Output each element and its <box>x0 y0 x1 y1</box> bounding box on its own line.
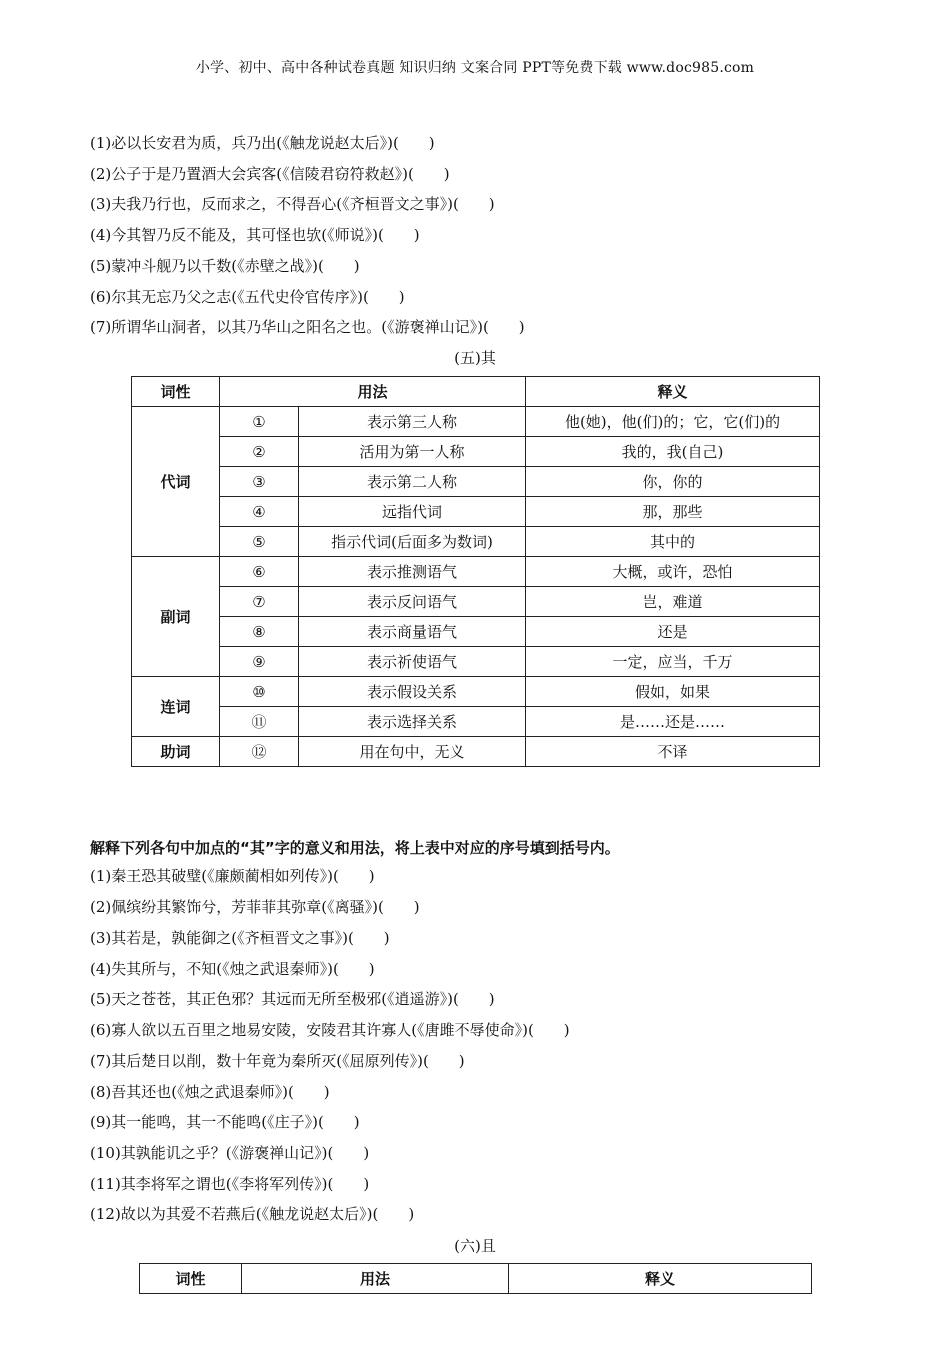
row-usage: 指示代词(后面多为数词) <box>299 527 526 557</box>
table-row <box>132 737 820 767</box>
header-usage: 用法 <box>220 377 526 407</box>
table-row <box>132 467 820 497</box>
table-row <box>132 527 820 557</box>
qi-sentence-7: (7)其后楚日以削，数十年竟为秦所灭(《屈原列传》)( ) <box>90 1052 465 1070</box>
row-usage: 表示商量语气 <box>299 617 526 647</box>
section-title-qie: (六)且 <box>454 1237 496 1255</box>
qi-usage-table <box>131 376 820 767</box>
row-usage: 表示选择关系 <box>299 707 526 737</box>
row-number: ⑤ <box>220 527 299 557</box>
nai-sentence-7: (7)所谓华山洞者，以其乃华山之阳名之也。(《游褒禅山记》)( ) <box>90 318 525 336</box>
row-number: ④ <box>220 497 299 527</box>
table-row <box>132 497 820 527</box>
row-number: ⑥ <box>220 557 299 587</box>
exercise-instruction: 解释下列各句中加点的“其”字的意义和用法，将上表中对应的序号填到括号内。 <box>90 839 620 857</box>
row-number: ⑧ <box>220 617 299 647</box>
pos-conjunction: 连词 <box>132 677 220 737</box>
qie-usage-table <box>139 1263 812 1294</box>
row-usage: 表示反问语气 <box>299 587 526 617</box>
row-number: ③ <box>220 467 299 497</box>
pos-adverb: 副词 <box>132 557 220 677</box>
header-pos: 词性 <box>140 1264 242 1294</box>
row-number: ② <box>220 437 299 467</box>
header-meaning: 释义 <box>526 377 820 407</box>
qi-sentence-8: (8)吾其还也(《烛之武退秦师》)( ) <box>90 1083 330 1101</box>
qi-sentence-6: (6)寡人欲以五百里之地易安陵，安陵君其许寡人(《唐雎不辱使命》)( ) <box>90 1021 570 1039</box>
table-header-row <box>132 377 820 407</box>
qi-sentence-11: (11)其李将军之谓也(《李将军列传》)( ) <box>90 1175 370 1193</box>
row-meaning: 还是 <box>526 617 820 647</box>
nai-sentence-6: (6)尔其无忘乃父之志(《五代史伶官传序》)( ) <box>90 288 405 306</box>
qi-sentence-3: (3)其若是，孰能御之(《齐桓晋文之事》)( ) <box>90 929 390 947</box>
table-header-row <box>140 1264 812 1294</box>
qi-sentence-4: (4)失其所与，不知(《烛之武退秦师》)( ) <box>90 960 375 978</box>
table-row <box>132 437 820 467</box>
pos-pronoun: 代词 <box>132 407 220 557</box>
table-row <box>132 617 820 647</box>
row-meaning: 一定，应当，千万 <box>526 647 820 677</box>
row-usage: 活用为第一人称 <box>299 437 526 467</box>
row-usage: 表示第三人称 <box>299 407 526 437</box>
row-number: ⑫ <box>220 737 299 767</box>
nai-sentence-2: (2)公子于是乃置酒大会宾客(《信陵君窃符救赵》)( ) <box>90 165 450 183</box>
row-meaning: 那，那些 <box>526 497 820 527</box>
row-usage: 远指代词 <box>299 497 526 527</box>
qi-sentence-9: (9)其一能鸣，其一不能鸣(《庄子》)( ) <box>90 1113 360 1131</box>
table-row <box>132 407 820 437</box>
page-header: 小学、初中、高中各种试卷真题 知识归纳 文案合同 PPT等免费下载 www.doc985.com <box>195 60 755 76</box>
table-row <box>132 707 820 737</box>
table-row <box>132 647 820 677</box>
nai-sentence-5: (5)蒙冲斗舰乃以千数(《赤壁之战》)( ) <box>90 257 360 275</box>
row-usage: 表示第二人称 <box>299 467 526 497</box>
row-meaning: 不译 <box>526 737 820 767</box>
table-row <box>132 677 820 707</box>
row-number: ⑩ <box>220 677 299 707</box>
header-meaning: 释义 <box>509 1264 812 1294</box>
nai-sentence-1: (1)必以长安君为质，兵乃出(《触龙说赵太后》)( ) <box>90 134 435 152</box>
row-meaning: 大概，或许，恐怕 <box>526 557 820 587</box>
row-meaning: 其中的 <box>526 527 820 557</box>
qi-sentence-1: (1)秦王恐其破璧(《廉颇蔺相如列传》)( ) <box>90 867 375 885</box>
row-usage: 表示假设关系 <box>299 677 526 707</box>
header-pos: 词性 <box>132 377 220 407</box>
qi-sentence-12: (12)故以为其爱不若燕后(《触龙说赵太后》)( ) <box>90 1205 415 1223</box>
qi-sentence-5: (5)天之苍苍，其正色邪？其远而无所至极邪(《逍遥游》)( ) <box>90 990 495 1008</box>
row-meaning: 他(她)，他(们)的；它，它(们)的 <box>526 407 820 437</box>
nai-sentence-3: (3)夫我乃行也，反而求之，不得吾心(《齐桓晋文之事》)( ) <box>90 195 495 213</box>
header-usage: 用法 <box>242 1264 509 1294</box>
row-meaning: 岂，难道 <box>526 587 820 617</box>
row-meaning: 你，你的 <box>526 467 820 497</box>
row-meaning: 假如，如果 <box>526 677 820 707</box>
section-title-qi: (五)其 <box>454 349 496 367</box>
pos-particle: 助词 <box>132 737 220 767</box>
row-number: ⑪ <box>220 707 299 737</box>
row-meaning: 是……还是…… <box>526 707 820 737</box>
qi-sentence-10: (10)其孰能讥之乎？(《游褒禅山记》)( ) <box>90 1144 370 1162</box>
row-number: ⑦ <box>220 587 299 617</box>
row-usage: 用在句中，无义 <box>299 737 526 767</box>
row-usage: 表示祈使语气 <box>299 647 526 677</box>
table-row <box>132 587 820 617</box>
qi-sentence-2: (2)佩缤纷其繁饰兮，芳菲菲其弥章(《离骚》)( ) <box>90 898 420 916</box>
row-meaning: 我的，我(自己) <box>526 437 820 467</box>
table-row <box>132 557 820 587</box>
row-usage: 表示推测语气 <box>299 557 526 587</box>
row-number: ① <box>220 407 299 437</box>
row-number: ⑨ <box>220 647 299 677</box>
nai-sentence-4: (4)今其智乃反不能及，其可怪也欤(《师说》)( ) <box>90 226 420 244</box>
